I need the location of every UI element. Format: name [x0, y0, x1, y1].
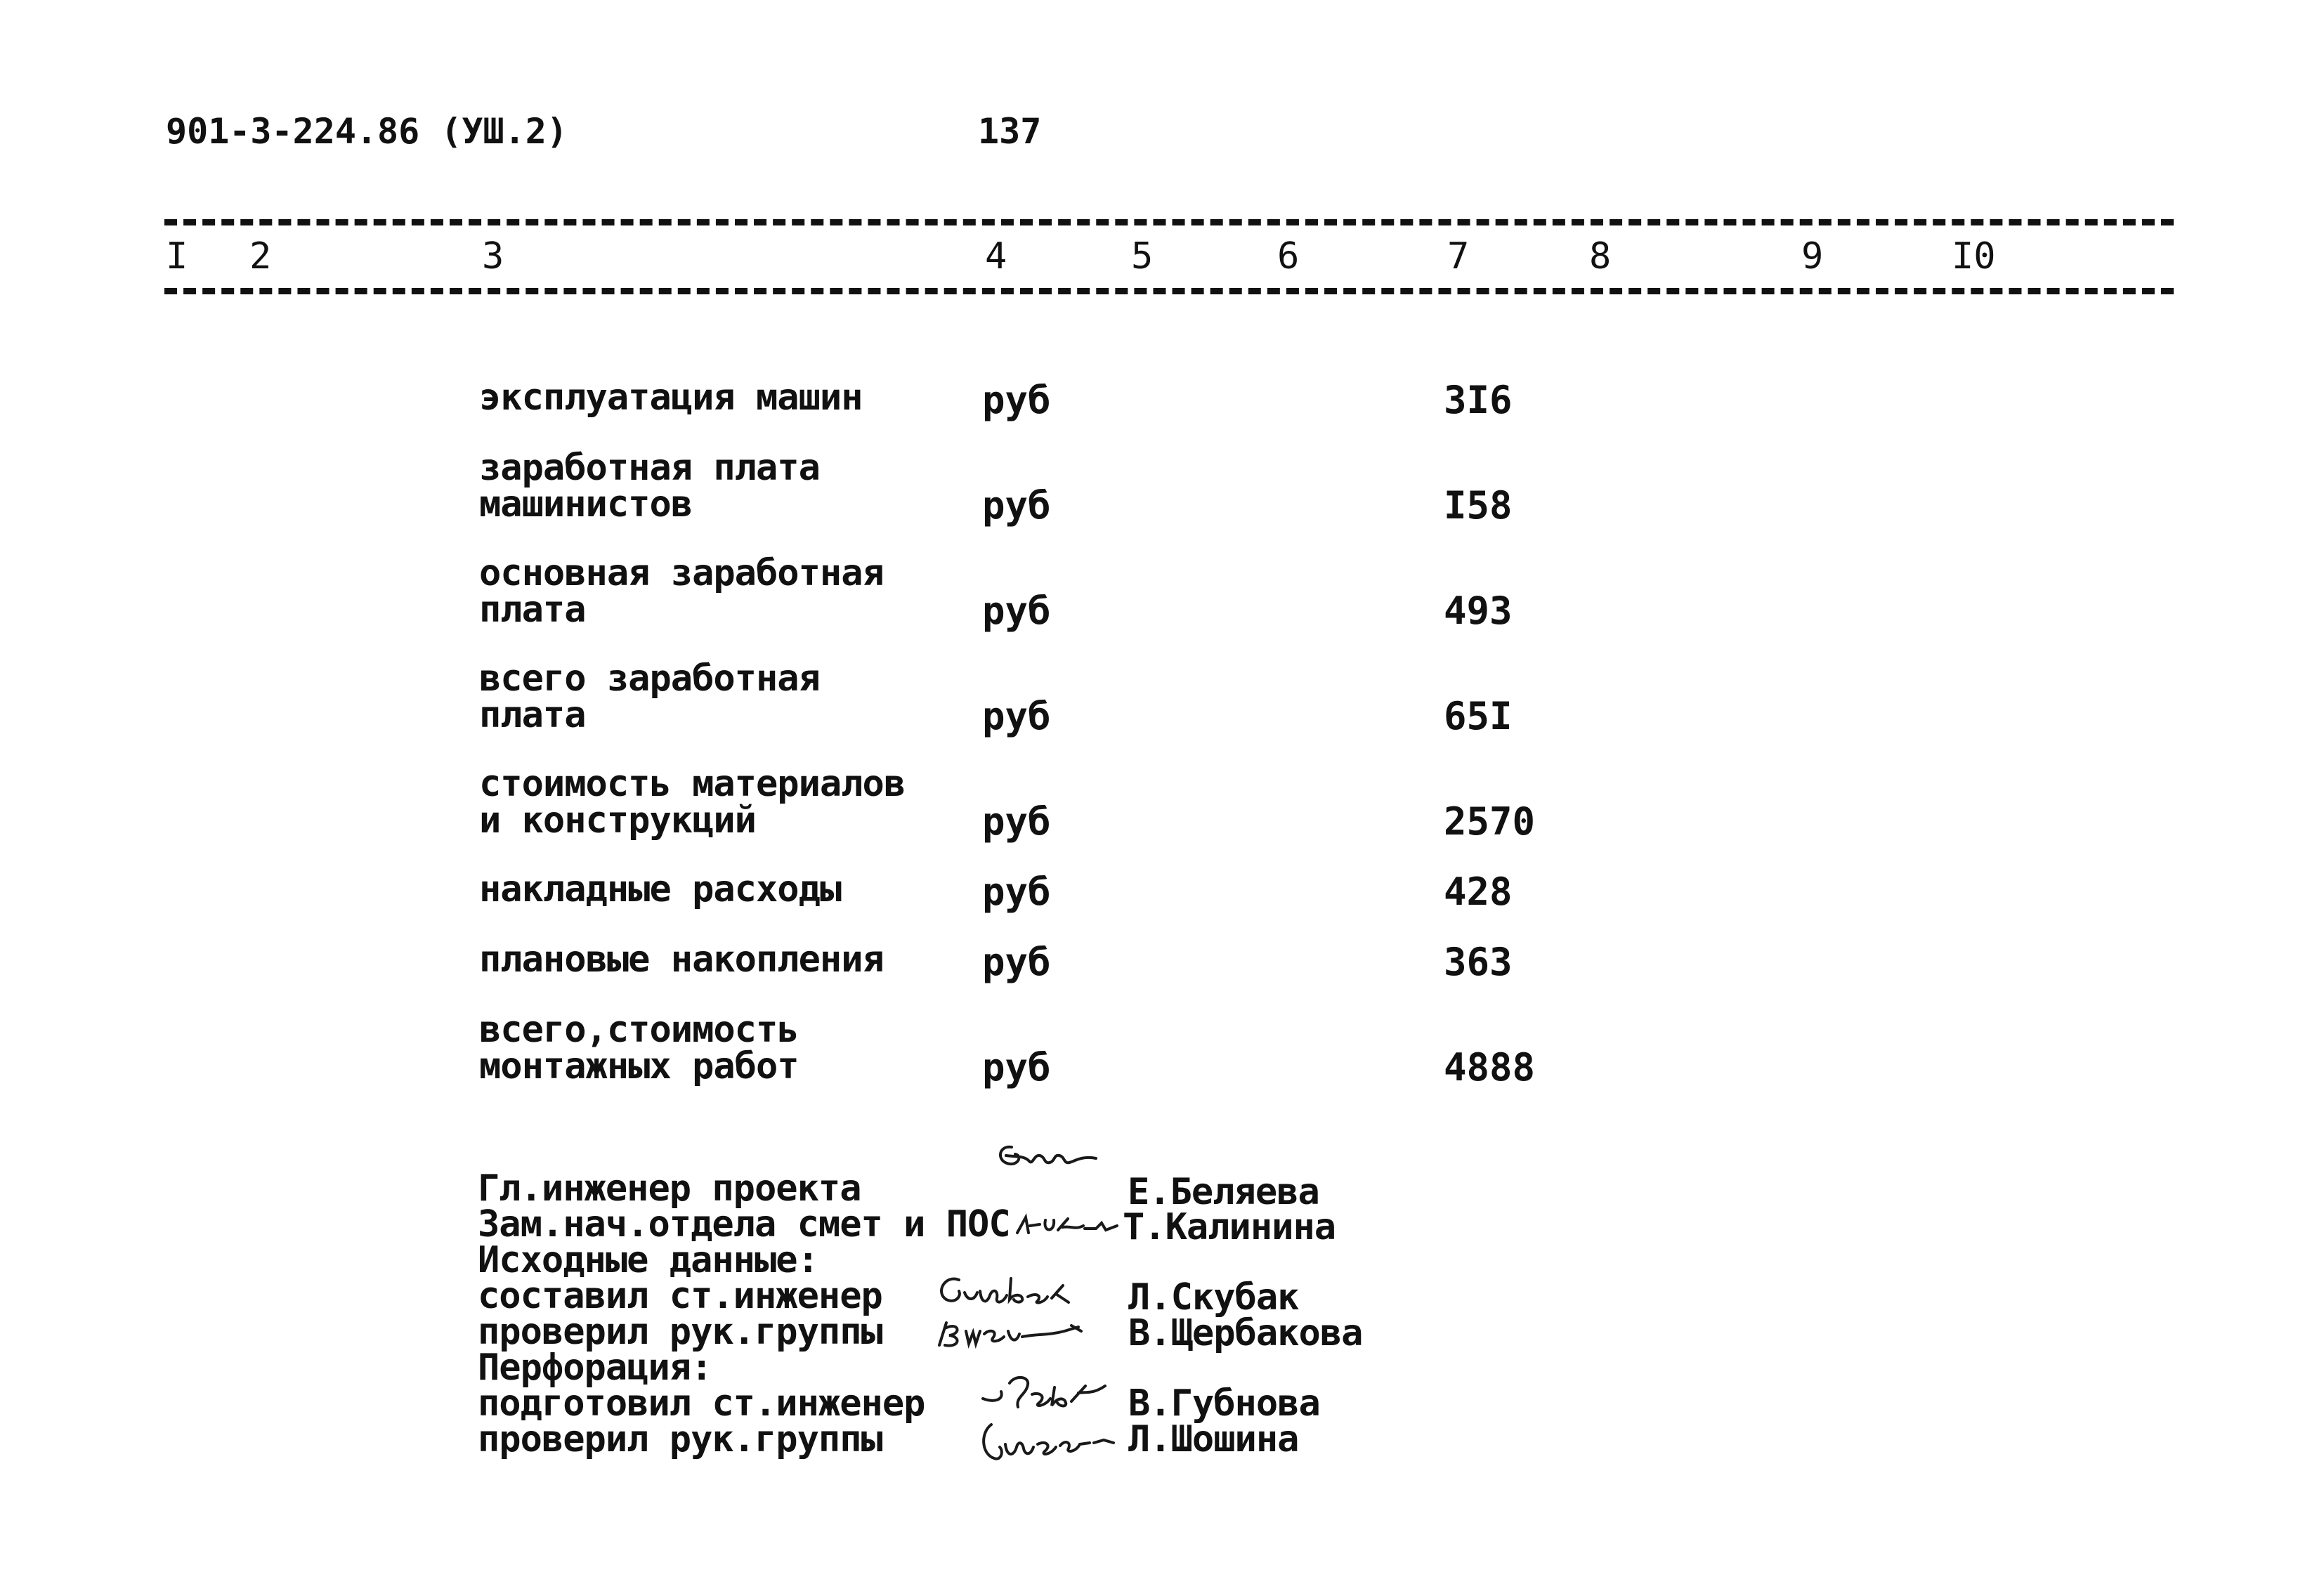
- handwritten-signature: [931, 1303, 1106, 1359]
- row-unit: руб: [982, 940, 1051, 984]
- handwritten-signature: [991, 1134, 1124, 1187]
- column-number-5: 5: [1131, 235, 1154, 277]
- row-label: заработная плата машинистов: [479, 447, 820, 525]
- signature-role-label: Гл.инженер проекта: [478, 1167, 861, 1210]
- row-value: 428: [1444, 870, 1513, 914]
- signature-role-label: подготовил ст.инженер: [478, 1382, 925, 1425]
- row-label: основная заработная плата: [479, 552, 884, 631]
- signature-role-label: Зам.нач.отдела смет и ПОС: [478, 1203, 1010, 1245]
- signatory-name: Т.Калинина: [1123, 1206, 1336, 1248]
- document-code: 901-3-224.86 (УШ.2): [166, 111, 568, 152]
- row-unit: руб: [982, 1045, 1051, 1089]
- signature-role-label: проверил рук.группы: [478, 1418, 882, 1460]
- table-header-top-rule: [164, 219, 2174, 225]
- row-unit: руб: [982, 694, 1051, 738]
- signatory-name: В.Щербакова: [1128, 1312, 1363, 1354]
- row-unit: руб: [982, 378, 1051, 422]
- signatory-name: Е.Беляева: [1128, 1171, 1319, 1213]
- row-label: плановые накопления: [479, 938, 884, 981]
- row-label: стоимость материалов и конструкций: [479, 763, 906, 842]
- row-value: 2570: [1444, 799, 1536, 844]
- handwritten-signature: [1012, 1205, 1131, 1247]
- row-value: 493: [1444, 589, 1513, 633]
- row-value: 363: [1444, 940, 1513, 984]
- row-label: эксплуатация машин: [479, 377, 863, 419]
- column-number-2: 2: [249, 235, 272, 277]
- signature-role-label: составил ст.инженер: [478, 1275, 882, 1317]
- page-number: 137: [978, 111, 1042, 152]
- row-unit: руб: [982, 483, 1051, 528]
- row-value: 4888: [1444, 1045, 1536, 1089]
- table-header-bottom-rule: [164, 288, 2174, 294]
- signatory-name: Л.Шошина: [1128, 1418, 1299, 1460]
- row-label: всего,стоимость монтажных работ: [479, 1009, 799, 1087]
- column-number-7: 7: [1447, 235, 1470, 277]
- column-number-9: 9: [1801, 235, 1824, 277]
- signature-section-label: Исходные данные:: [478, 1239, 818, 1281]
- column-number-3: 3: [482, 235, 504, 277]
- column-number-10: I0: [1952, 235, 1996, 277]
- column-number-1: I: [166, 235, 188, 277]
- row-value: 3I6: [1444, 378, 1513, 422]
- signatory-name: В.Губнова: [1128, 1382, 1320, 1425]
- row-label: всего заработная плата: [479, 657, 820, 736]
- signatory-name: Л.Скубак: [1128, 1276, 1299, 1318]
- column-number-6: 6: [1277, 235, 1300, 277]
- handwritten-signature: [973, 1412, 1135, 1472]
- row-label: накладные расходы: [479, 868, 842, 910]
- signature-section-label: Перфорация:: [478, 1347, 712, 1389]
- row-value: 65I: [1444, 694, 1513, 738]
- row-value: I58: [1444, 483, 1513, 528]
- column-number-8: 8: [1589, 235, 1612, 277]
- signature-role-label: проверил рук.группы: [478, 1311, 882, 1353]
- column-number-4: 4: [985, 235, 1007, 277]
- row-unit: руб: [982, 870, 1051, 914]
- row-unit: руб: [982, 799, 1051, 844]
- row-unit: руб: [982, 589, 1051, 633]
